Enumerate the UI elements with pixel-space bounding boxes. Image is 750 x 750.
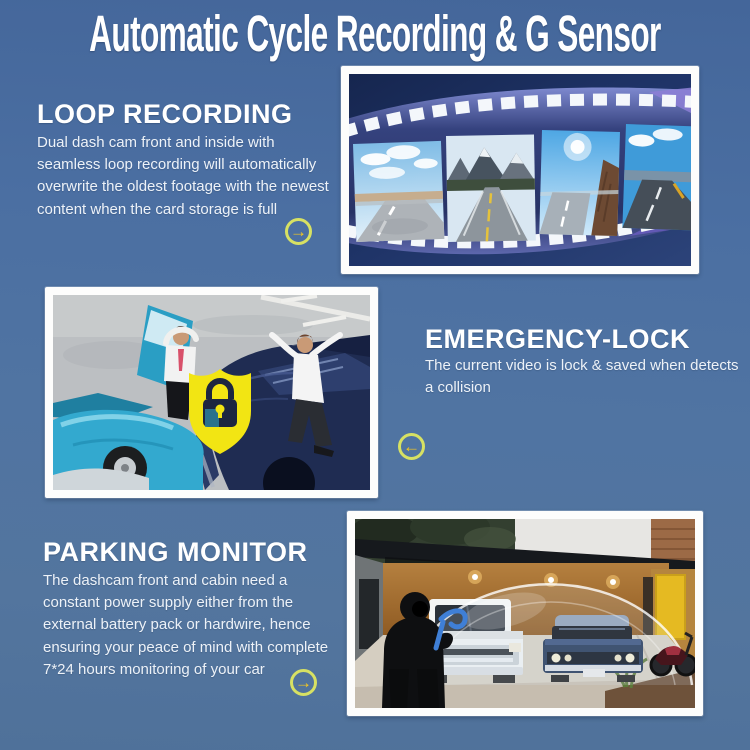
arrow-left-icon: ← (398, 433, 425, 460)
arrow-right-icon: → (290, 669, 317, 696)
arrow-right-icon: → (285, 218, 312, 245)
emergency-lock-heading: EMERGENCY-LOCK (425, 324, 691, 354)
road-photo-4 (622, 124, 691, 230)
emergency-lock-description: The current video is lock & saved when detects a collision (425, 357, 739, 397)
emergency-lock-image-card (45, 287, 378, 498)
carport-scene (355, 519, 695, 708)
film-strip-scene (349, 74, 691, 266)
car-accident-illustration (53, 295, 370, 490)
parking-monitor-image-card (347, 511, 703, 716)
road-photo-1 (353, 141, 444, 242)
page-header (0, 4, 750, 62)
carport-illustration (355, 519, 695, 708)
parking-monitor-heading: PARKING MONITOR (43, 537, 308, 567)
loop-recording-image-card (341, 66, 699, 274)
parking-monitor-description: The dashcam front and cabin need a constant power supply either from the external battery pack or hardwire, hence ensuring your peace of mind with complete 7*24 hours monitoring of your car (43, 572, 329, 678)
film-strip-illustration (349, 74, 691, 266)
loop-recording-description: Dual dash cam front and inside with seamless loop recording will automatically overwrite the oldest footage with the newest content when the card storage is full (37, 134, 329, 218)
car-accident-scene (53, 295, 370, 490)
road-photo-2 (446, 134, 536, 242)
road-photo-3 (539, 130, 620, 236)
loop-recording-heading: LOOP RECORDING (37, 99, 293, 129)
page-title: Automatic Cycle Recording & G Sensor (89, 4, 661, 62)
